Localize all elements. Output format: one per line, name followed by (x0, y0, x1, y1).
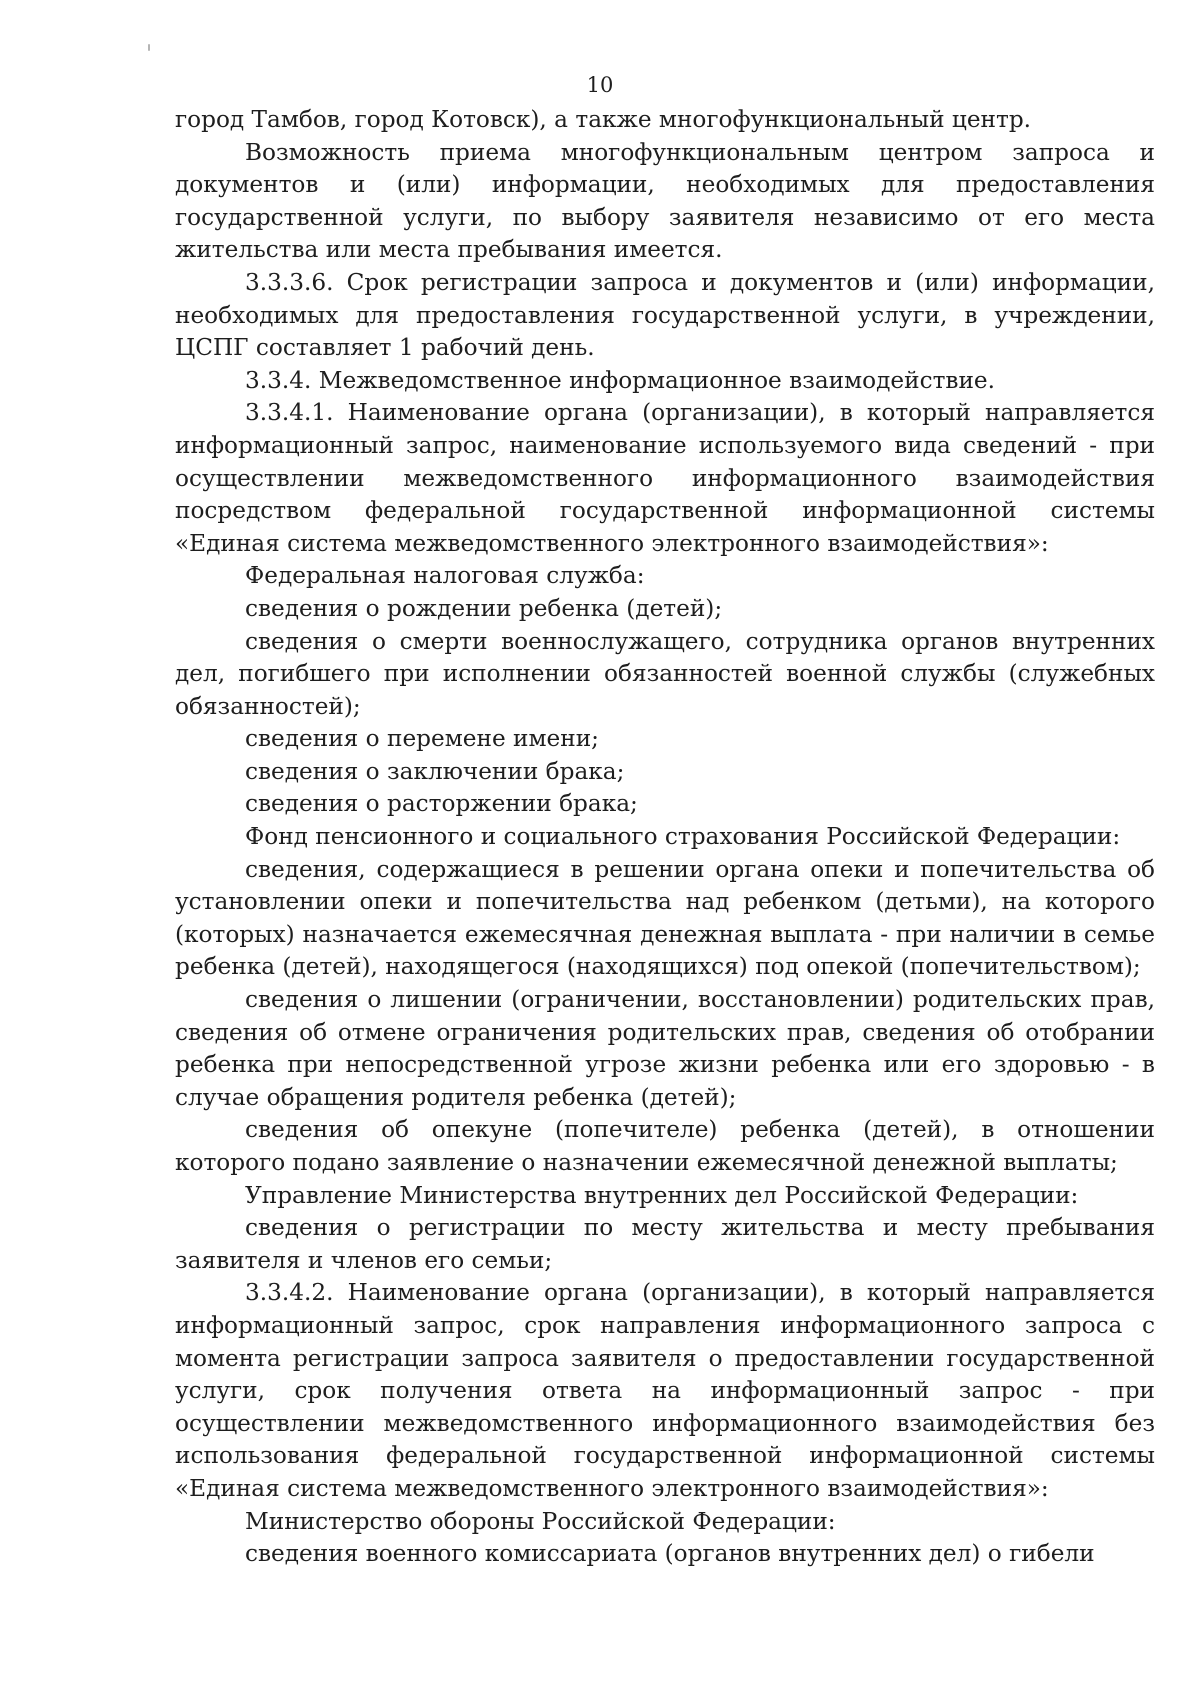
paragraph: Возможность приема многофункциональным центром запроса и документов и (или) информации, необходимых для предоставления государственной услуги, по выбору заявителя независимо от его места жительства или места пребывания имеется. (175, 138, 1155, 264)
scan-speck (148, 44, 150, 51)
paragraph: сведения о регистрации по месту жительства и месту пребывания заявителя и членов его семьи; (175, 1214, 1155, 1274)
paragraph: сведения о перемене имени; (245, 725, 599, 753)
paragraph: сведения о расторжении брака; (245, 790, 638, 818)
paragraph: сведения о рождении ребенка (детей); (245, 594, 723, 622)
paragraph: сведения об опекуне (попечителе) ребенка (детей), в отношении которого подано заявление о назначении ежемесячной денежной выплаты; (175, 1116, 1155, 1176)
paragraph: сведения военного комиссариата (органов внутренних дел) о гибели (245, 1540, 1095, 1568)
paragraph: 3.3.4. Межведомственное информационное взаимодействие. (245, 366, 995, 394)
page-number: 10 (586, 73, 614, 97)
paragraph: сведения о заключении брака; (245, 757, 625, 785)
paragraph: Министерство обороны Российской Федерации: (245, 1507, 836, 1535)
paragraph: 3.3.3.6. Срок регистрации запроса и документов и (или) информации, необходимых для предоставления государственной услуги, в учреждении, ЦСПГ составляет 1 рабочий день. (175, 268, 1155, 362)
paragraph: сведения о смерти военнослужащего, сотрудника органов внутренних дел, погибшего при исполнении обязанностей военной службы (служебных обязанностей); (175, 627, 1155, 720)
paragraph: сведения, содержащиеся в решении органа опеки и попечительства об установлении опеки и попечительства над ребенком (детьми), на которого (которых) назначается ежемесячная денежная выплата - при наличии в семье ребенка (детей), находящегося (находящихся) под опекой (попечительством); (175, 855, 1155, 981)
document-body (175, 104, 1155, 1571)
paragraph: Управление Министерства внутренних дел Российской Федерации: (245, 1181, 1079, 1209)
paragraph: Фонд пенсионного и социального страхования Российской Федерации: (245, 823, 1121, 851)
paragraph: город Тамбов, город Котовск), а также многофункциональный центр. (175, 106, 1032, 133)
paragraph: сведения о лишении (ограничении, восстановлении) родительских прав, сведения об отмене ограничения родительских прав, сведения об отобрании ребенка при непосредственной угрозе жизни ребенка или его здоровью - в случае обращения родителя ребенка (детей); (175, 986, 1155, 1111)
paragraph: 3.3.4.1. Наименование органа (организации), в который направляется информационный запрос, наименование используемого вида сведений - при осуществлении межведомственного информационного взаимодействия посредством федеральной государственной информационной системы «Единая система межведомственного электронного взаимодействия»: (175, 399, 1155, 557)
paragraph: 3.3.4.2. Наименование органа (организации), в который направляется информационный запрос, срок направления информационного запроса с момента регистрации запроса заявителя о предоставлении государственной услуги, срок получения ответа на информационный запрос - при осуществлении межведомственного информационного взаимодействия без использования федеральной государственной информационной системы «Единая система межведомственного электронного взаимодействия»: (175, 1279, 1155, 1502)
paragraph: Федеральная налоговая служба: (245, 562, 645, 590)
